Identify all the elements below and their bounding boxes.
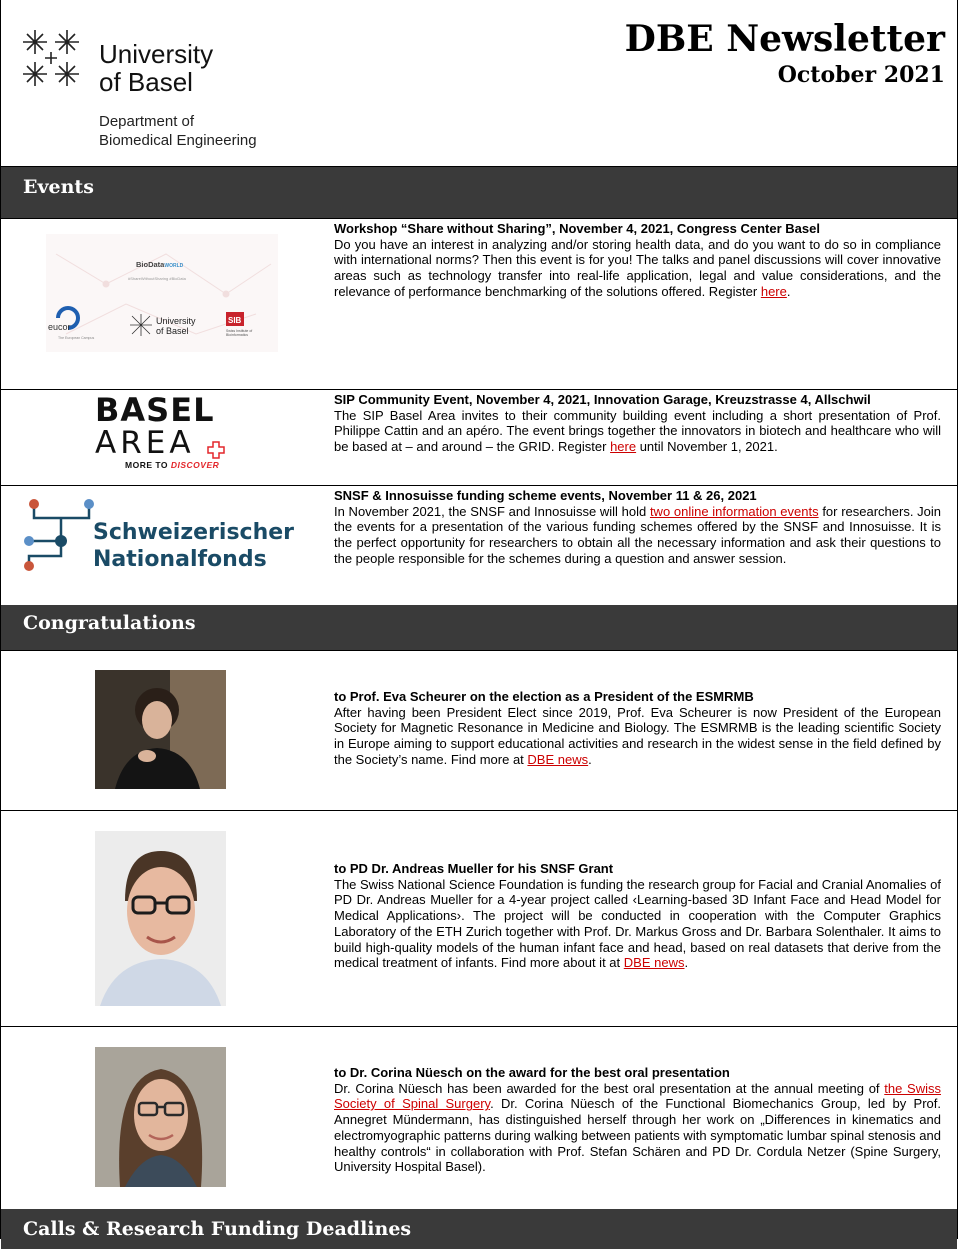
university-name-line2: of Basel — [99, 67, 193, 97]
snf-logo-line1: Schweizerischer — [93, 520, 295, 545]
tagline-more: MORE TO — [125, 460, 171, 470]
congrats-title: to Prof. Eva Scheurer on the election as a President of the ESMRMB — [334, 689, 754, 704]
sib-sub-line2: Bioinformatics — [226, 333, 248, 337]
section-header-congratulations: Congratulations — [1, 605, 957, 651]
area-logo-line — [95, 426, 235, 460]
basel-area-logo — [95, 391, 235, 480]
event-row — [1, 486, 957, 605]
dbe-news-link[interactable]: DBE news — [527, 751, 589, 767]
department-line1: Department of — [99, 113, 195, 130]
event-row — [1, 390, 957, 486]
congrats-row — [1, 811, 957, 1027]
register-link[interactable]: here — [760, 283, 787, 299]
event-title: SIP Community Event, November 4, 2021, Innovation Garage, Kreuzstrasse 4, Allschwil — [334, 392, 871, 407]
event-text — [334, 392, 941, 455]
event-body-text: In November 2021, the SNSF and Innosuisse will hold — [334, 503, 650, 519]
university-logo-icon — [15, 22, 87, 94]
congrats-title: to PD Dr. Andreas Mueller for his SNSF Grant — [334, 861, 614, 876]
dbe-news-link[interactable]: DBE news — [623, 955, 685, 971]
congrats-body — [334, 877, 941, 971]
basel-tagline — [125, 460, 235, 470]
snf-network-logo-icon — [21, 496, 101, 576]
spinal-surgery-link[interactable]: the Swiss Society of Spinal Surgery — [334, 1080, 941, 1112]
event-text — [334, 221, 941, 300]
unibas-small-line1: University — [156, 316, 196, 326]
congrats-row — [1, 651, 957, 811]
area-logo-text: AREA — [95, 425, 195, 461]
congrats-text — [334, 1065, 941, 1175]
department-name — [99, 112, 257, 150]
event-title: SNSF & Innosuisse funding scheme events, November 11 & 26, 2021 — [334, 488, 757, 503]
congrats-body-text: After having been President Elect since 2019, Prof. Eva Scheurer is now President of the European Society for Magnetic Resonance in Medicine and Biology. The ESMRMB is the leading scientific Society in Europe aiming to support educational activities and research in the widest sense in the field defined by the Society’s name. Find more at — [334, 704, 941, 767]
event-text — [334, 488, 941, 567]
biodata-logo-text: BioDataWORLD — [136, 260, 184, 269]
sib-sub-line1: Swiss Institute of — [226, 329, 253, 333]
swiss-cross-icon — [207, 432, 225, 450]
university-name-line1: University — [99, 39, 214, 69]
workshop-logo-collage — [46, 234, 278, 352]
biodata-tags: #ShareWithoutSharing #BioData — [128, 276, 186, 281]
snf-logo-line2: Nationalfonds — [93, 547, 267, 572]
unibas-small-line2: of Basel — [156, 326, 189, 336]
congrats-body-tail: . Dr. Corina Nüesch of the Functional Biomechanics Group, led by Prof. Annegret Mündermann, has distinguished herself through her work on „Differences in kinematics and electromyographic patterns during walking between patients with symptomatic lumbar spinal stenosis and healthy controls“ in collaboration with Prof. Stefan Schären and PD Dr. Cordula Netzer (Spine Surgery, University Hospital Basel). — [334, 1096, 942, 1175]
event-body-text: Do you have an interest in analyzing and/or storing health data, and do you want to do so in compliance with international norms? Then this event is for you! The talks and panel discussions will cover innovative areas such as technology transfer into real-life application, legal and value considerations, and the relevance of performance benchmarking of the solutions offered. Register — [334, 236, 941, 299]
unibas-small-logo-icon — [130, 314, 152, 336]
university-name — [99, 40, 213, 96]
event-body — [334, 408, 941, 455]
event-body — [334, 504, 941, 567]
event-body-tail: . — [786, 283, 791, 299]
register-link[interactable]: here — [610, 439, 637, 455]
congrats-body — [334, 705, 941, 768]
congrats-row — [1, 1027, 957, 1209]
department-line2: Biomedical Engineering — [99, 132, 257, 149]
eucor-subtext: The European Campus — [58, 336, 95, 340]
sib-logo-text: SIB — [228, 316, 242, 325]
event-body-text: The SIP Basel Area invites to their community building event including a short presentation of Prof. Philippe Cattin and an apéro. The event brings together the innovators in biotech and healthcare who will be based at – and around – the GRID. Register — [334, 407, 941, 455]
info-events-link[interactable]: two online information events — [649, 503, 819, 519]
event-body-tail: for researchers. Join the events for a presentation of the various funding schemes offered by the SNSF and Innosuisse. It is the perfect opportunity for researchers to obtain all the necessary information and ask their questions to the people responsible for the schemes during a question and answer session. — [334, 503, 942, 566]
portrait-photo — [95, 1047, 226, 1187]
event-title: Workshop “Share without Sharing”, November 4, 2021, Congress Center Basel — [334, 221, 820, 236]
congrats-body-tail: . — [588, 751, 592, 767]
tagline-discover: DISCOVER — [170, 460, 220, 470]
newsletter-header — [1, 0, 957, 167]
event-body — [334, 237, 941, 300]
congrats-text — [334, 861, 941, 971]
eucor-logo-text: eucor — [48, 322, 71, 332]
portrait-photo — [95, 670, 226, 789]
congrats-body-text: Dr. Corina Nüesch has been awarded for the best oral presentation at the annual meeting of — [334, 1080, 885, 1096]
congrats-title: to Dr. Corina Nüesch on the award for the best oral presentation — [334, 1065, 730, 1080]
section-header-events: Events — [1, 167, 957, 219]
congrats-body-text: The Swiss National Science Foundation is funding the research group for Facial and Cranial Anomalies of PD Dr. Andreas Mueller for a 4-year project called ‹Learning-based 3D Infant Face and Head Model for Medical Applications›. The project will be conducted in cooperation with the Computer Graphics Laboratory of the ETH Zurich together with Prof. Dr. Markus Gross and Dr. Barbara Solenthaler. It aims to build high-quality models of the human infant face and head, based on real datasets that derive from the medical treatment of infants. Find more about it at — [334, 876, 942, 971]
newsletter-title: DBE Newsletter — [624, 18, 945, 60]
snf-logo-text — [93, 519, 294, 573]
event-body-tail: until November 1, 2021. — [636, 439, 778, 455]
basel-logo-text: BASEL — [95, 391, 215, 429]
portrait-photo — [95, 831, 226, 1006]
congrats-body-tail: . — [684, 955, 689, 971]
newsletter-date: October 2021 — [777, 62, 945, 88]
congrats-text — [334, 689, 941, 768]
section-header-calls: Calls & Research Funding Deadlines — [1, 1209, 957, 1249]
congrats-body — [334, 1081, 941, 1175]
event-row — [1, 219, 957, 390]
